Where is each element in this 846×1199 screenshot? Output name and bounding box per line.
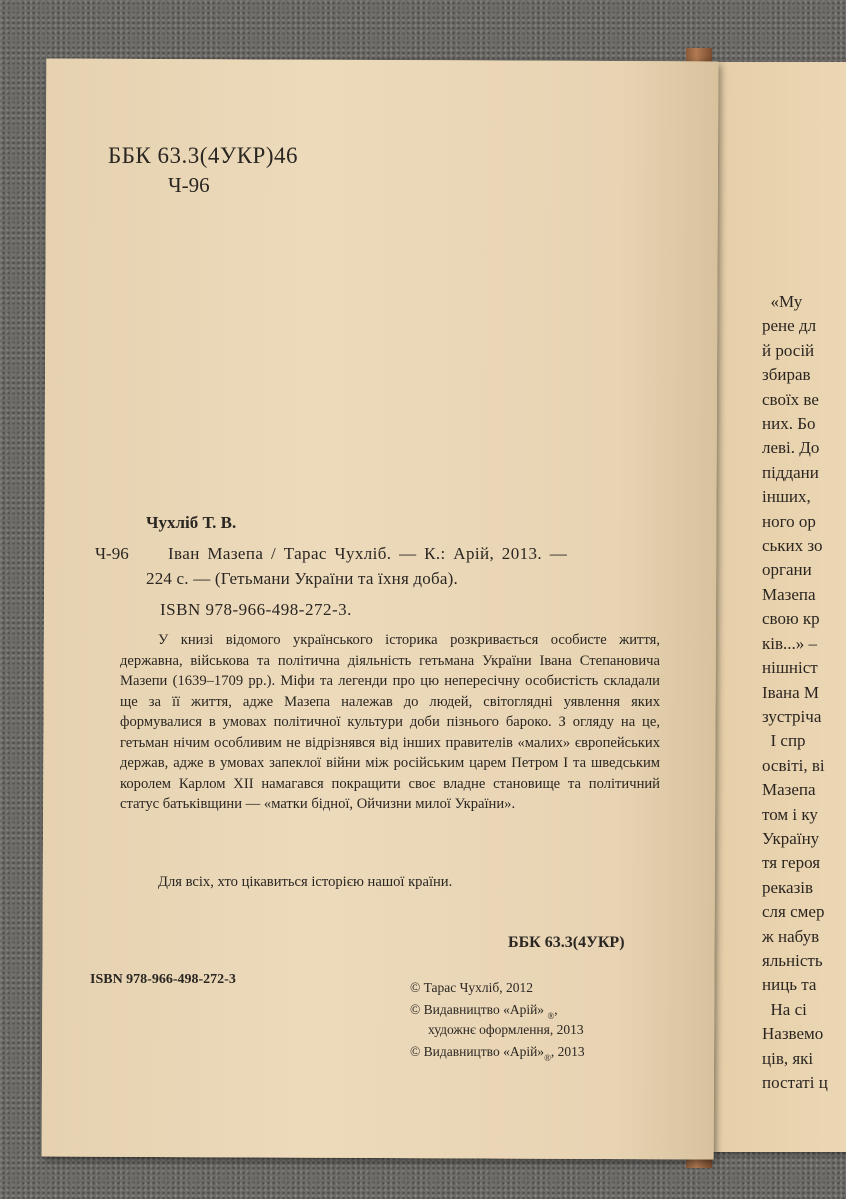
author-mark-mid: Ч-96 — [95, 544, 129, 563]
left-page — [42, 59, 719, 1160]
isbn-main: ISBN 978-966-498-272-3. — [160, 600, 352, 619]
copyright-year: , 2013 — [550, 1044, 585, 1059]
registered-mark-2: ® — [544, 1053, 551, 1063]
registered-mark: ® — [547, 1011, 555, 1021]
annotation-text: У книзі відомого українського історика розкривається особисте життя, державна, військова та політична діяльність гетьмана України Івана Степановича Мазепи (1639–1709 рр.). Міфи та легенди про цю непересічну особистість складали ще за її життя, адже Мазепа належав до людей, світоглядні уявлення яких формувалися в умовах політичної культури доби пізнього бароко. З огляду на це, гетьман нічим особливим не відрізнявся від інших правителів «малих» європейських держав, адже в умовах запеклої війни між російським царем Петром І та шведським королем Карлом XII намагався покращити своє владне становище та політичний статус батьківщини — «матки бідної, Ойчизни милої України». — [120, 632, 660, 812]
copyright-publisher-2 — [410, 1044, 585, 1063]
copyright-author: © Тарас Чухліб, 2012 — [410, 980, 534, 995]
copyright-publisher-text: © Видавництво «Арій» — [410, 1002, 545, 1017]
annotation — [120, 630, 660, 815]
bbk-code-bottom: ББК 63.3(4УКР) — [508, 934, 625, 951]
copyright-publisher-2-text: © Видавництво «Арій» — [410, 1044, 545, 1059]
copyright-publisher: © Видавництво «Арій» $_®$, — [410, 1002, 558, 1021]
bibliographic-line-1: Іван Мазепа / Тарас Чухліб. — К.: Арій, 2013. — — [168, 544, 568, 563]
author-heading: Чухліб Т. В. — [146, 513, 237, 532]
readers-note: Для всіх, хто цікавиться історією нашої країни. — [158, 874, 453, 890]
bibliographic-line-2: 224 с. — (Гетьмани України та їхня доба). — [146, 569, 458, 588]
right-page-text: «Му рене дл й росій збирав своїх ве них. Бо леві. До піддани інших, ного ор ських зо органи Мазепа свою кр ків...» – нішніст Івана М зустріча І спр освіті, ві Мазепа том і ку Україну тя героя реказів сля смер ж набув яльність ниць та На сі Назвемо ців, які постаті ц — [762, 292, 828, 1092]
isbn-bottom: ISBN 978-966-498-272-3 — [90, 972, 236, 987]
bbk-code-top: ББК 63.3(4УКР)46 — [108, 143, 298, 168]
copyright-design: художнє оформлення, 2013 — [428, 1022, 584, 1037]
author-mark-top: Ч-96 — [168, 173, 210, 197]
